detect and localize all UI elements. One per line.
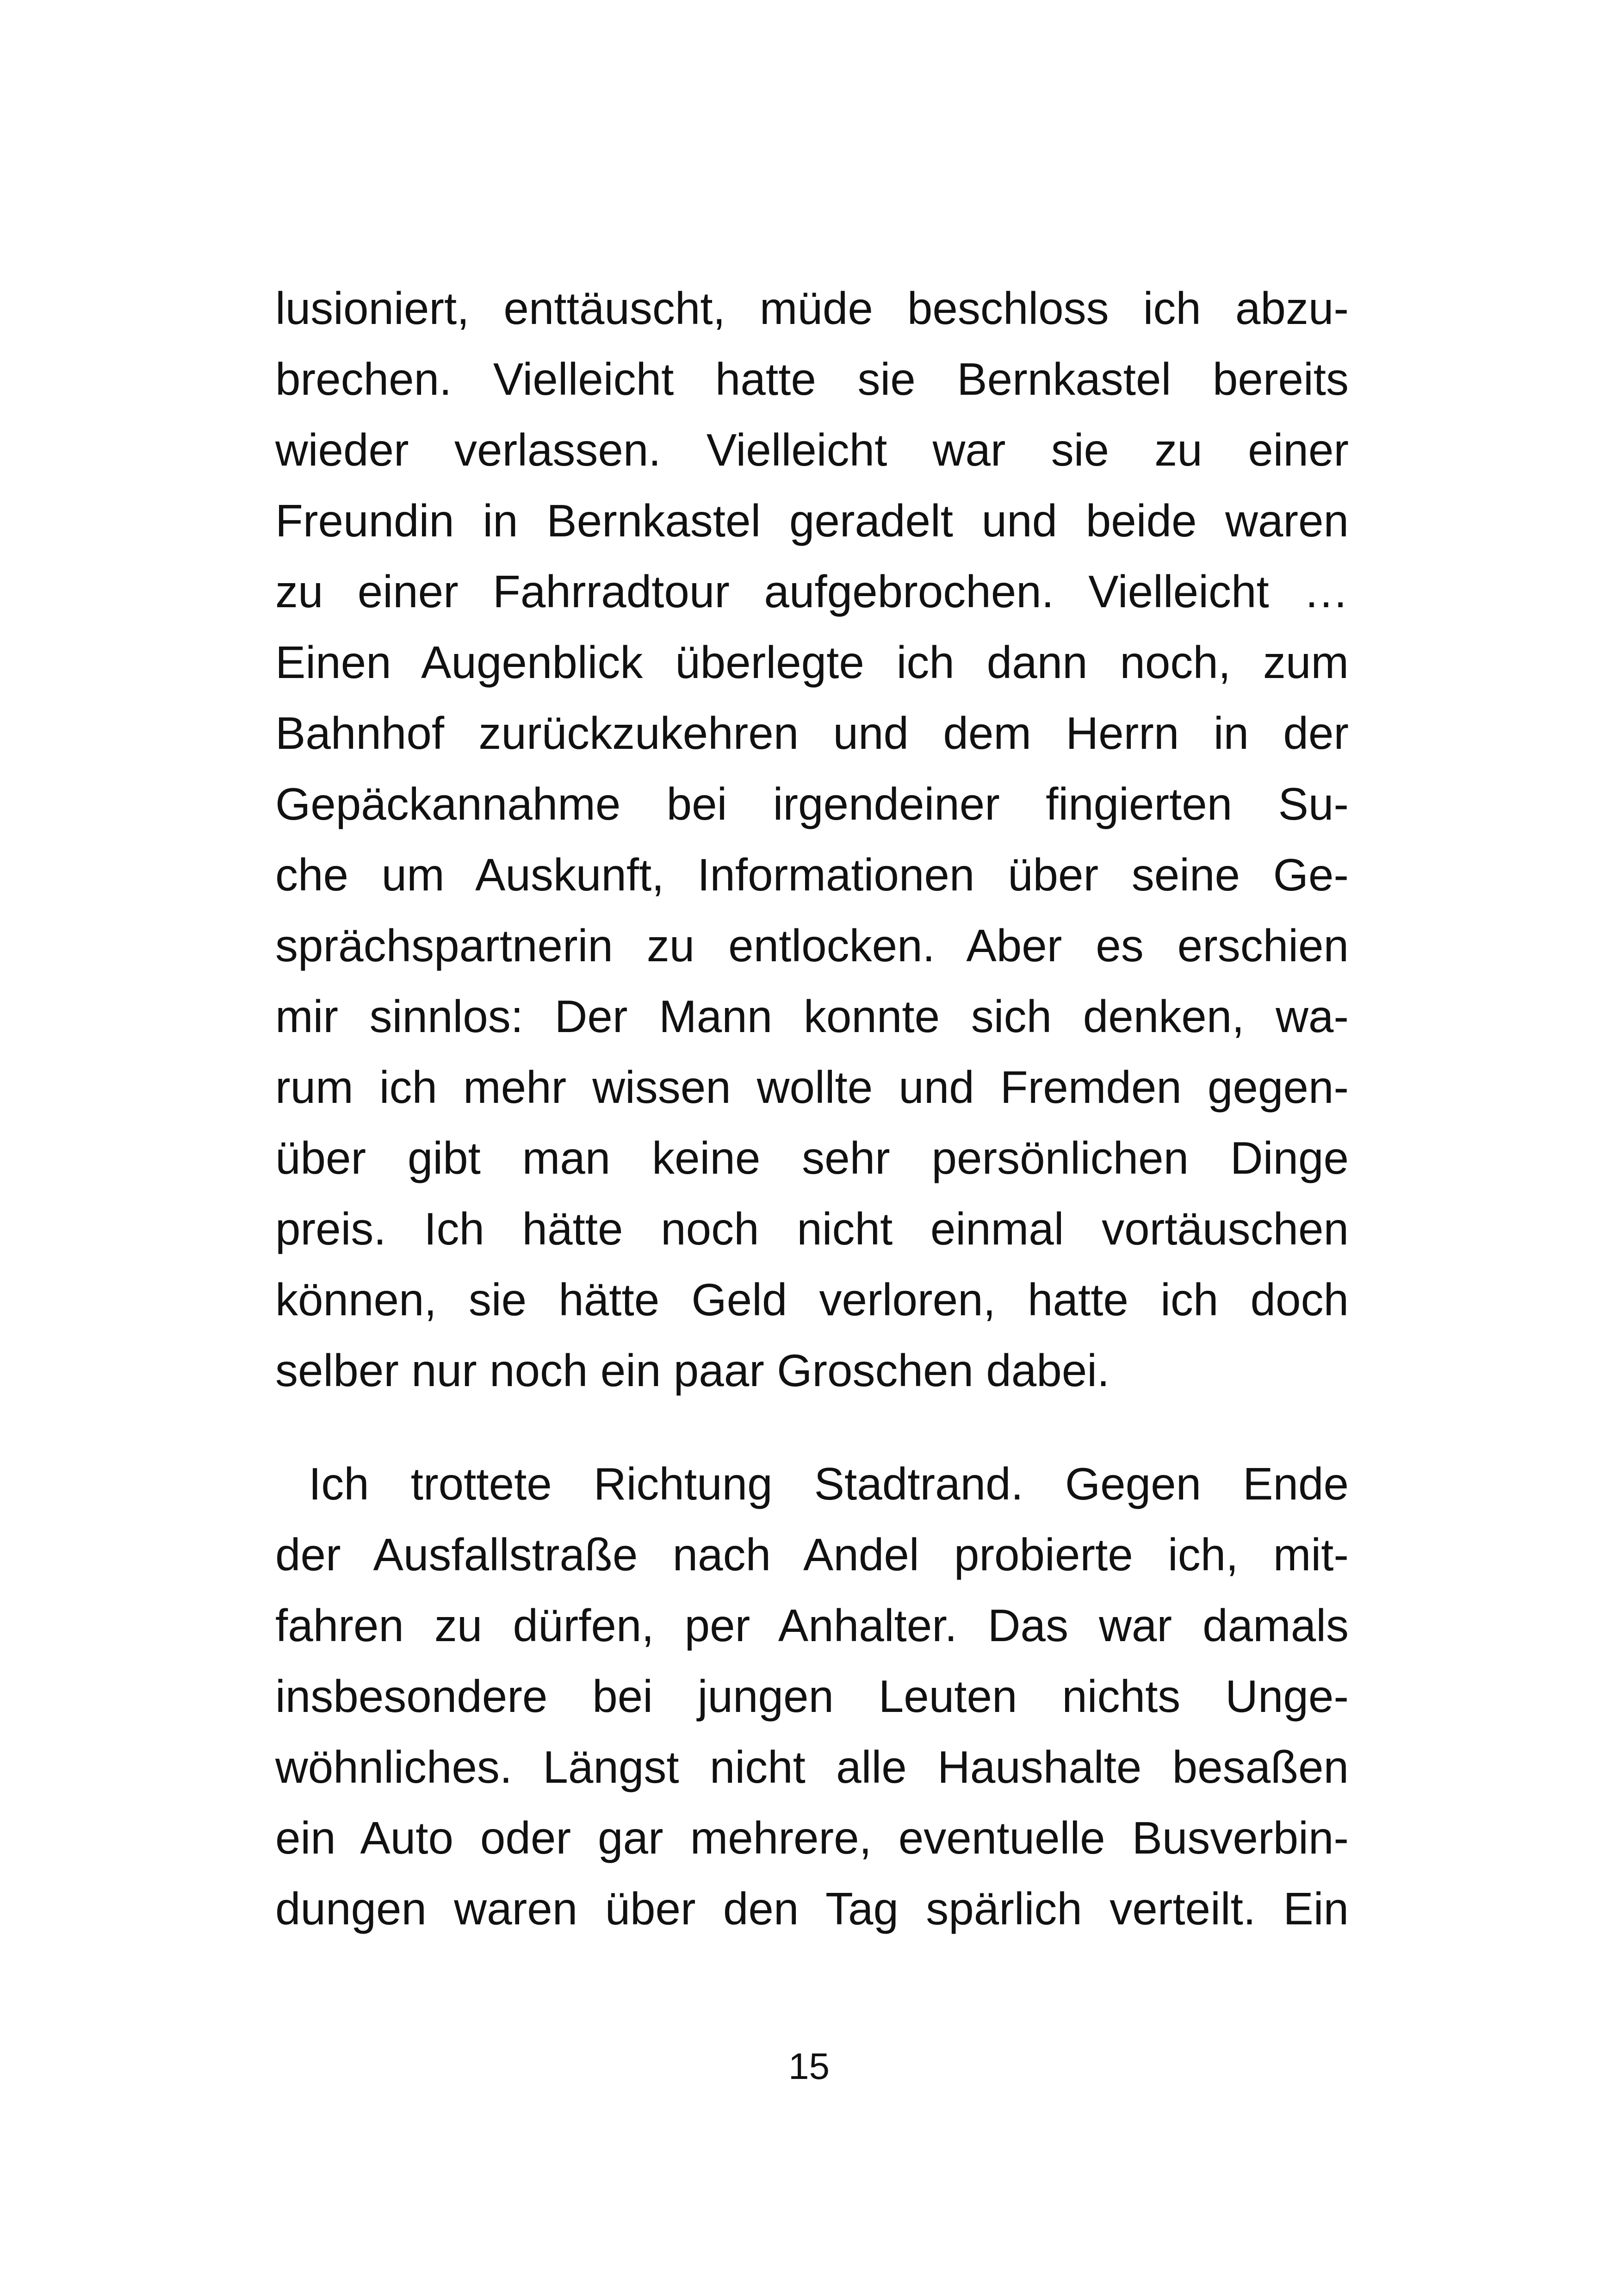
text-line: der Ausfallstraße nach Andel probierte ich, mit-: [275, 1529, 1349, 1580]
text-line: Bahnhof zurückzukehren und dem Herrn in der: [275, 708, 1349, 759]
text-line: lusioniert, enttäuscht, müde beschloss ich abzu-: [275, 283, 1349, 334]
text-line: über gibt man keine sehr persönlichen Dinge: [275, 1132, 1349, 1183]
text-line: Einen Augenblick überlegte ich dann noch, zum: [275, 637, 1349, 688]
text-line: Freundin in Bernkastel geradelt und beide waren: [275, 495, 1349, 546]
text-line: Ich trottete Richtung Stadtrand. Gegen Ende: [309, 1458, 1349, 1509]
text-line: preis. Ich hätte noch nicht einmal vortäuschen: [275, 1203, 1349, 1254]
text-line: rum ich mehr wissen wollte und Fremden gegen-: [275, 1062, 1349, 1113]
text-line: dungen waren über den Tag spärlich verteilt. Ein: [275, 1883, 1349, 1934]
paragraph-2: [275, 1449, 1349, 1944]
text-line: wieder verlassen. Vielleicht war sie zu einer: [275, 424, 1349, 475]
text-line: wöhnliches. Längst nicht alle Haushalte besaßen: [275, 1742, 1349, 1792]
paragraph-1: [275, 273, 1349, 1406]
page-number: 15: [788, 2046, 830, 2087]
text-line: sprächspartnerin zu entlocken. Aber es erschien: [275, 920, 1349, 971]
text-line: mir sinnlos: Der Mann konnte sich denken, wa-: [275, 991, 1349, 1042]
text-line: selber nur noch ein paar Groschen dabei.: [275, 1345, 1110, 1396]
text-line: Gepäckannahme bei irgendeiner fingierten Su-: [275, 778, 1349, 829]
text-line: che um Auskunft, Informationen über seine Ge-: [275, 849, 1349, 900]
text-line: fahren zu dürfen, per Anhalter. Das war damals: [275, 1600, 1349, 1651]
text-line: insbesondere bei jungen Leuten nichts Unge-: [275, 1671, 1349, 1722]
text-line: ein Auto oder gar mehrere, eventuelle Busverbin-: [275, 1812, 1349, 1863]
text-line: können, sie hätte Geld verloren, hatte ich doch: [275, 1274, 1349, 1325]
text-line: zu einer Fahrradtour aufgebrochen. Vielleicht …: [275, 566, 1349, 617]
text-line: brechen. Vielleicht hatte sie Bernkastel bereits: [275, 354, 1349, 404]
